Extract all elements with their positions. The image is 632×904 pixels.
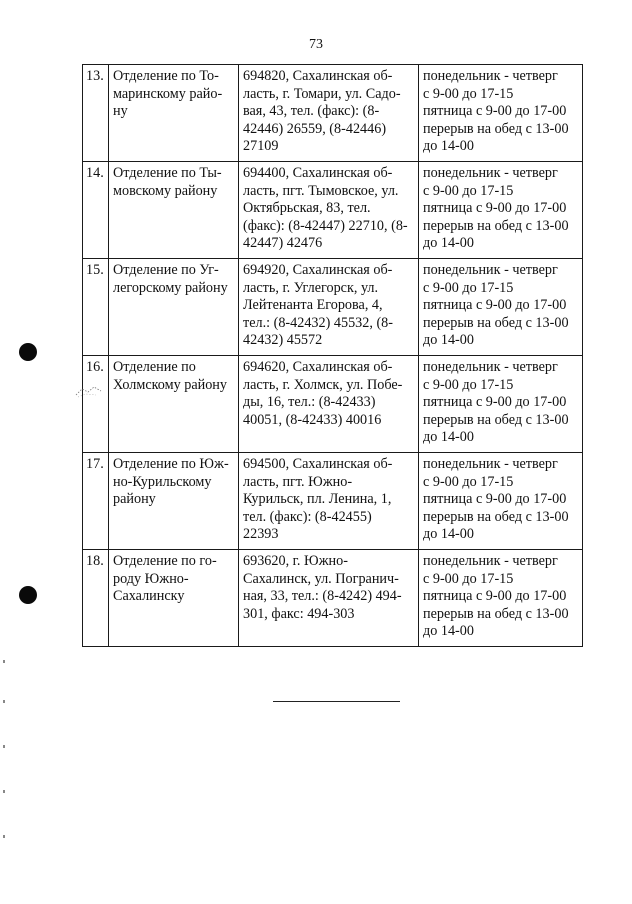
office-address: 693620, г. Южно- Сахалинск, ул. Погранич- ная, 33, тел.: (8-4242) 494- 301, факс: 494-303	[239, 550, 419, 647]
table-row	[83, 550, 583, 647]
office-hours: понедельник - четверг с 9-00 до 17-15 пятница с 9-00 до 17-00 перерыв на обед с 13-00 до 14-00	[419, 356, 583, 453]
table-row	[83, 453, 583, 550]
office-name: Отделение по Юж- но-Курильскому району	[109, 453, 239, 550]
edge-scan-mark	[3, 700, 5, 703]
office-address: 694620, Сахалинская об- ласть, г. Холмск, ул. Побе- ды, 16, тел.: (8-42433) 40051, (8-42433) 40016	[239, 356, 419, 453]
row-number: 18.	[83, 550, 109, 647]
office-hours: понедельник - четверг с 9-00 до 17-15 пятница с 9-00 до 17-00 перерыв на обед с 13-00 до 14-00	[419, 550, 583, 647]
office-hours: понедельник - четверг с 9-00 до 17-15 пятница с 9-00 до 17-00 перерыв на обед с 13-00 до 14-00	[419, 65, 583, 162]
offices-table	[82, 64, 583, 647]
edge-scan-mark	[3, 790, 5, 793]
office-hours: понедельник - четверг с 9-00 до 17-15 пятница с 9-00 до 17-00 перерыв на обед с 13-00 до 14-00	[419, 453, 583, 550]
scan-artifact-mark	[74, 383, 104, 399]
footer-divider	[273, 701, 400, 702]
row-number: 14.	[83, 162, 109, 259]
office-address: 694400, Сахалинская об- ласть, пгт. Тымовское, ул. Октябрьская, 83, тел. (факс): (8-42447) 22710, (8- 42447) 42476	[239, 162, 419, 259]
table-row	[83, 259, 583, 356]
punch-hole-bottom	[19, 586, 37, 604]
punch-hole-top	[19, 343, 37, 361]
office-address: 694920, Сахалинская об- ласть, г. Углегорск, ул. Лейтенанта Егорова, 4, тел.: (8-42432) 45532, (8- 42432) 45572	[239, 259, 419, 356]
row-number: 15.	[83, 259, 109, 356]
office-name: Отделение по го- роду Южно- Сахалинску	[109, 550, 239, 647]
row-number: 16.	[83, 356, 109, 453]
page-number: 73	[309, 37, 323, 52]
office-name: Отделение по Холмскому району	[109, 356, 239, 453]
table-row	[83, 65, 583, 162]
office-address: 694500, Сахалинская об- ласть, пгт. Южно- Курильск, пл. Ленина, 1, тел. (факс): (8-42455) 22393	[239, 453, 419, 550]
edge-scan-mark	[3, 660, 5, 663]
office-name: Отделение по Ты- мовскому району	[109, 162, 239, 259]
row-number: 17.	[83, 453, 109, 550]
row-number: 13.	[83, 65, 109, 162]
office-hours: понедельник - четверг с 9-00 до 17-15 пятница с 9-00 до 17-00 перерыв на обед с 13-00 до 14-00	[419, 259, 583, 356]
office-name: Отделение по То- маринскому райо- ну	[109, 65, 239, 162]
edge-scan-mark	[3, 835, 5, 838]
table-row	[83, 356, 583, 453]
edge-scan-mark	[3, 745, 5, 748]
office-hours: понедельник - четверг с 9-00 до 17-15 пятница с 9-00 до 17-00 перерыв на обед с 13-00 до 14-00	[419, 162, 583, 259]
office-address: 694820, Сахалинская об- ласть, г. Томари, ул. Садо- вая, 43, тел. (факс): (8- 42446) 26559, (8-42446) 27109	[239, 65, 419, 162]
office-name: Отделение по Уг- легорскому району	[109, 259, 239, 356]
table-row	[83, 162, 583, 259]
